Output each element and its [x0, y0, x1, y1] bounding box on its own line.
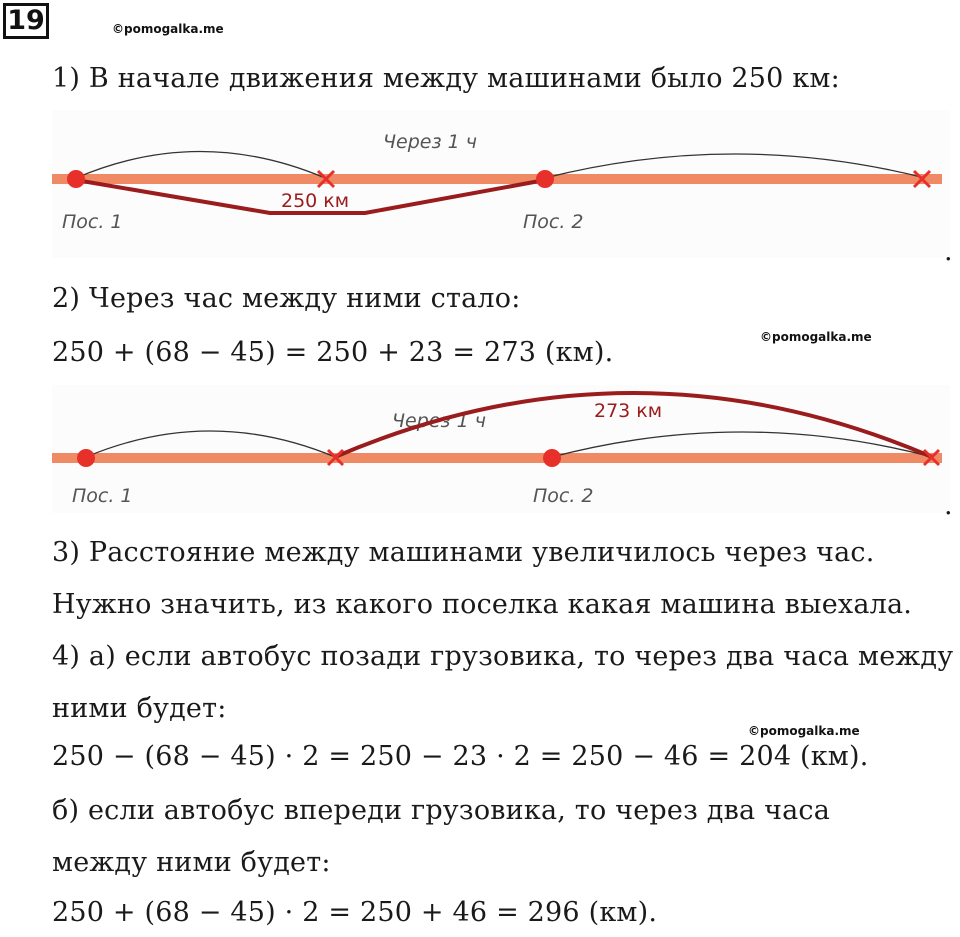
village-2-dot	[543, 449, 561, 467]
line-3: 250 + (68 − 45) = 250 + 23 = 273 (км).	[52, 337, 614, 368]
line-7: ними будет:	[52, 693, 227, 724]
road	[52, 174, 942, 184]
trailing-dot: .	[944, 236, 953, 267]
diagram-caption: Через 1 ч	[392, 410, 486, 432]
line-4: 3) Расстояние между машинами увеличилось через час.	[52, 537, 875, 568]
village-2-label: Пос. 2	[533, 485, 594, 507]
watermark: ©pomogalka.me	[760, 330, 872, 344]
watermark: ©pomogalka.me	[112, 22, 224, 36]
line-8: 250 − (68 − 45) · 2 = 250 − 23 · 2 = 250 − 46 = 204 (км).	[52, 741, 869, 772]
watermark: ©pomogalka.me	[748, 724, 860, 738]
distance-label: 273 км	[594, 400, 663, 422]
village-1-dot	[67, 170, 85, 188]
village-1-dot	[77, 449, 95, 467]
distance-label: 250 км	[281, 190, 350, 212]
village-1-label: Пос. 1	[72, 485, 133, 507]
line-10: между ними будет:	[52, 847, 331, 878]
line-9: б) если автобус впереди грузовика, то через два часа	[52, 795, 831, 826]
line-1: 1) В начале движения между машинами было 250 км:	[52, 63, 840, 94]
line-6: 4) а) если автобус позади грузовика, то через два часа между	[52, 641, 954, 672]
village-2-label: Пос. 2	[523, 211, 584, 233]
village-1-label: Пос. 1	[62, 211, 123, 233]
diagram-initial	[0, 110, 960, 260]
line-2: 2) Через час между ними стало:	[52, 283, 521, 314]
diagram-after-hour	[0, 385, 960, 515]
line-5: Нужно значить, из какого поселка какая машина выехала.	[52, 589, 913, 620]
village-2-dot	[536, 170, 554, 188]
trailing-dot: .	[944, 490, 953, 521]
road	[52, 453, 942, 463]
line-11: 250 + (68 − 45) · 2 = 250 + 46 = 296 (км).	[52, 897, 658, 928]
diagram-caption: Через 1 ч	[383, 131, 477, 153]
task-number: 19	[3, 3, 49, 39]
